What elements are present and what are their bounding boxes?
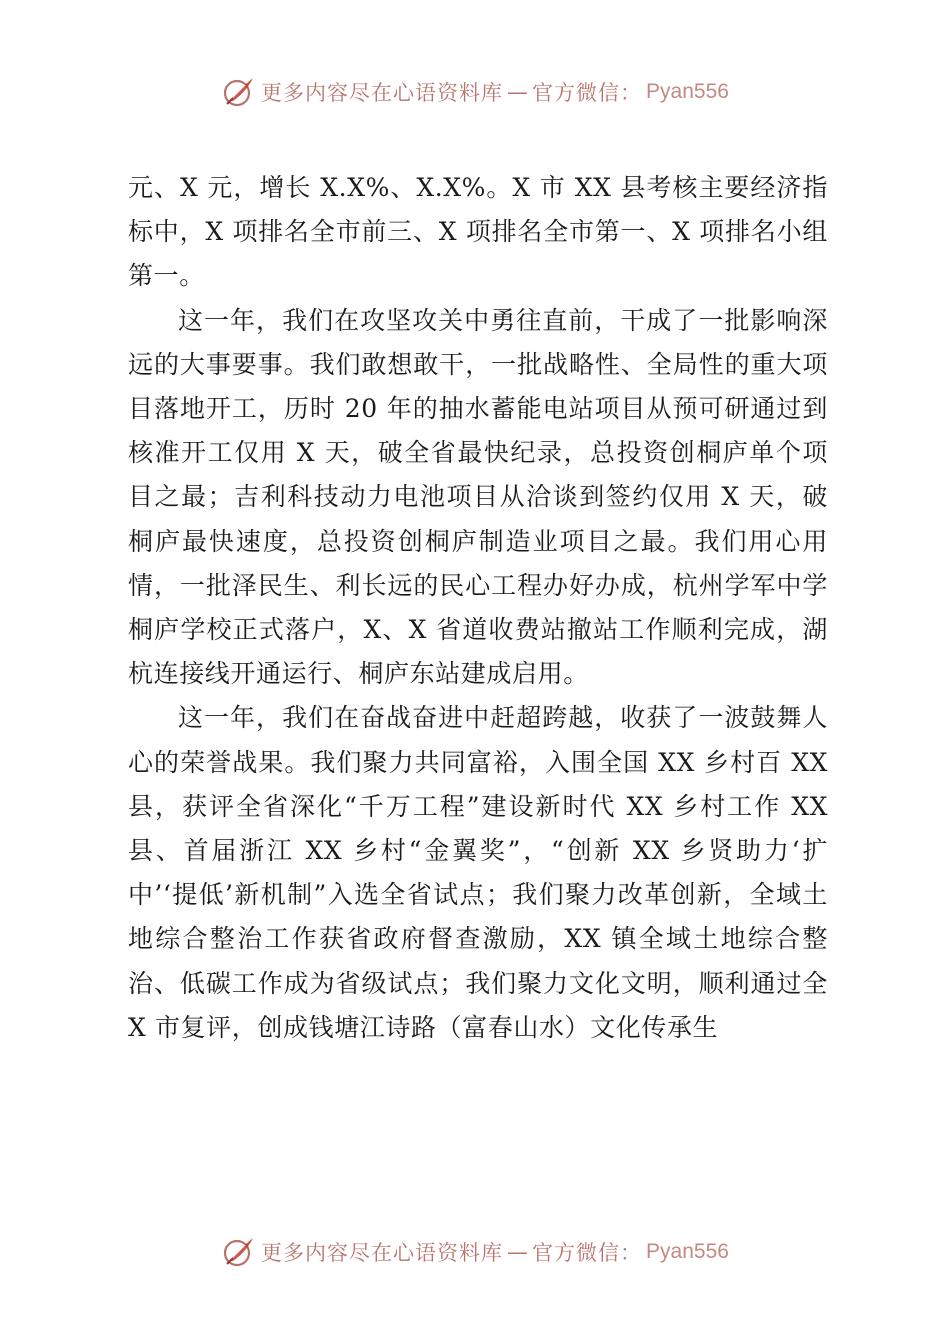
document-body <box>128 166 828 1050</box>
paragraph-continuation: 元、X 元，增长 X.X%、X.X%。X 市 XX 县考核主要经济指标中，X 项排名全市前三、X 项排名全市第一、X 项排名小组第一。 <box>128 173 828 291</box>
paragraph: 这一年，我们在攻坚攻关中勇往直前，干成了一批影响深远的大事要事。我们敢想敢干，一批战略性、全局性的重大项目落地开工，历时 20 年的抽水蓄能电站项目从预可研通过到核准开工仅用 X 天，破全省最快纪录，总投资创桐庐单个项目之最；吉利科技动力电池项目从洽谈到签约仅用 X 天，破桐庐最快速度，总投资创桐庐制造业项目之最。我们用心用情，一批泽民生、利长远的民心工程办好办成，杭州学军中学桐庐学校正式落户，X、X 省道收费站撤站工作顺利完成，湖杭连接线开通运行、桐庐东站建成启用。 <box>128 305 828 689</box>
banner-wechat-label: 官方微信： <box>532 81 643 105</box>
banner-content <box>221 1234 729 1270</box>
banner-slogan: 更多内容尽在心语资料库 <box>261 1241 504 1265</box>
banner-separator: — <box>507 80 529 104</box>
footer-banner <box>0 1232 950 1272</box>
paragraph: 这一年，我们在奋战奋进中赶超跨越，收获了一波鼓舞人心的荣誉战果。我们聚力共同富裕，入围全国 XX 乡村百 XX 县，获评全省深化“千万工程”建设新时代 XX 乡村工作 XX 县、首届浙江 XX 乡村“金翼奖”，“创新 XX 乡贤助力‘扩中’‘提低’新机制”入选全省试点；我们聚力改革创新，全域土地综合整治工作获省政府督查激励，XX 镇全域土地综合整治、低碳工作成为省级试点；我们聚力文化文明，顺利通过全 X 市复评，创成钱塘江诗路（富春山水）文化传承生 <box>128 703 828 1042</box>
banner-wechat-id: Pyan556 <box>646 80 729 103</box>
header-banner <box>0 72 950 112</box>
banner-content <box>221 74 729 110</box>
quill-pen-logo-icon <box>221 74 257 110</box>
quill-pen-logo-icon <box>221 1234 257 1270</box>
banner-wechat-label: 官方微信： <box>532 1241 643 1265</box>
banner-slogan: 更多内容尽在心语资料库 <box>261 81 504 105</box>
banner-wechat-id: Pyan556 <box>646 1240 729 1263</box>
banner-separator: — <box>507 1240 529 1264</box>
